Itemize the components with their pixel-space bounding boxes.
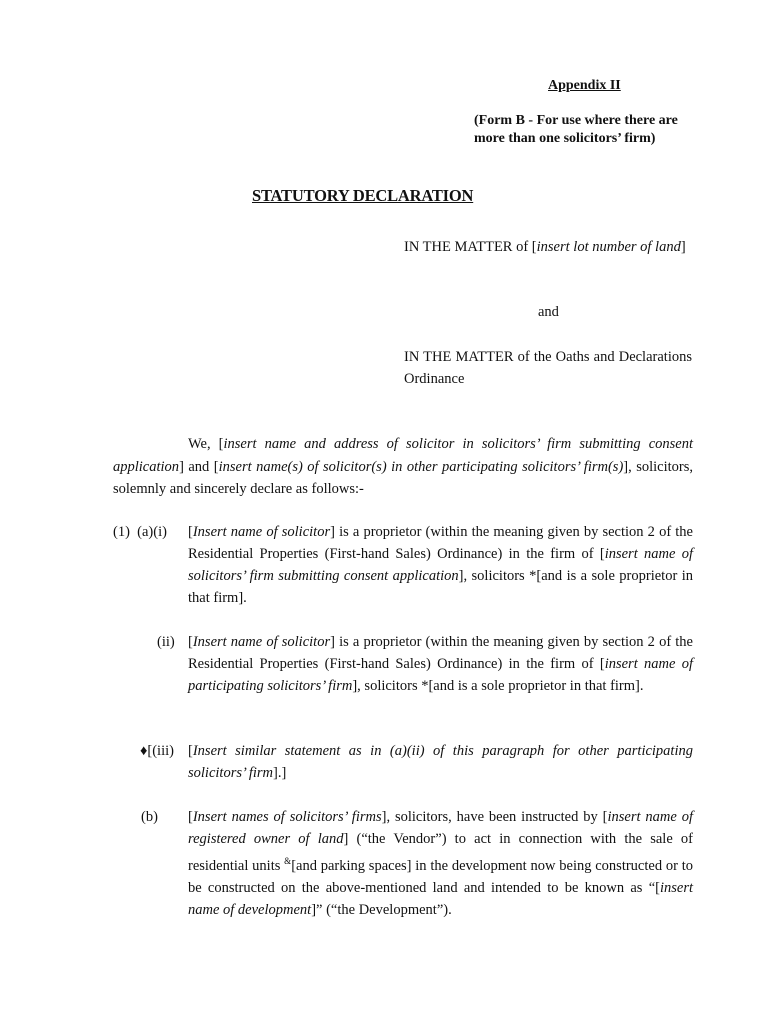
matter-ordinance: IN THE MATTER of the Oaths and Declarations Ordinance bbox=[404, 349, 692, 387]
para-text: ] (“the Vendor”) to act in connection with the sale of residential units bbox=[188, 831, 694, 874]
matter-suffix: ] bbox=[680, 239, 686, 255]
appendix-heading: Appendix II bbox=[548, 78, 621, 93]
intro-placeholder-1: insert name and address of solicitor in solicitors’ firm submitting consent application bbox=[113, 436, 693, 475]
matter-prefix: IN THE MATTER of [ bbox=[404, 239, 537, 255]
intro-text-1: We, [ bbox=[188, 436, 224, 452]
para-text: ], solicitors *[and is a sole proprietor in that firm]. bbox=[188, 568, 693, 606]
para-a-iii-number: ♦[(iii) bbox=[140, 743, 174, 759]
para-text: [and parking spaces] in the development now being constructed or to be constructed on the above-mentioned land and intended to be known as “[ bbox=[188, 857, 694, 896]
para-placeholder: Insert similar statement as in (a)(ii) of this paragraph for other participating solicitors’ firm bbox=[188, 743, 693, 781]
para-text: [ bbox=[188, 743, 193, 759]
and-connector: and bbox=[538, 304, 559, 320]
para-text: ], solicitors *[and is a sole proprietor in that firm]. bbox=[352, 678, 644, 694]
para-placeholder: Insert name of solicitor bbox=[192, 634, 331, 650]
para-text: [ bbox=[188, 634, 193, 650]
intro-text-3: ], solicitors, solemnly and sincerely declare as follows:- bbox=[113, 458, 693, 497]
para-text: ], solicitors, have been instructed by [ bbox=[381, 809, 608, 825]
para-placeholder: insert name of development bbox=[188, 879, 693, 918]
form-b-note bbox=[474, 112, 714, 148]
para-placeholder: Insert name of solicitor bbox=[192, 524, 331, 540]
lot-number-placeholder: insert lot number of land bbox=[536, 239, 681, 255]
para-a-iii bbox=[188, 740, 693, 784]
para-b-number: (b) bbox=[141, 809, 158, 825]
document-title: STATUTORY DECLARATION bbox=[252, 186, 474, 205]
intro-placeholder-2: insert name(s) of solicitor(s) in other participating solicitors’ firm(s) bbox=[218, 458, 624, 475]
intro-paragraph bbox=[113, 433, 693, 501]
para-placeholder: insert name of participating solicitors’ firm bbox=[188, 656, 694, 694]
para-1-a-i-number: (1) (a)(i) bbox=[113, 524, 167, 540]
para-text: [ bbox=[188, 524, 193, 540]
para-a-ii bbox=[188, 631, 693, 697]
para-text: ] is a proprietor (within the meaning given by section 2 of the Residential Properties (First-hand Sales) Ordinance) in the firm of [ bbox=[188, 634, 693, 672]
form-note-line-2: more than one solicitors’ firm) bbox=[474, 131, 656, 146]
matter-lot-number bbox=[404, 236, 692, 258]
intro-text-2: ] and [ bbox=[179, 458, 219, 475]
para-text: ]” (“the Development”). bbox=[311, 901, 452, 918]
para-text: ].] bbox=[273, 765, 287, 781]
para-placeholder: Insert names of solicitors’ firms bbox=[192, 809, 382, 825]
para-a-ii-number: (ii) bbox=[157, 634, 175, 650]
para-placeholder: insert name of registered owner of land bbox=[188, 809, 694, 847]
para-text: ] is a proprietor (within the meaning given by section 2 of the Residential Properties (First-hand Sales) Ordinance) in the firm of [ bbox=[188, 524, 693, 562]
para-text: [ bbox=[188, 809, 193, 825]
form-note-line-1: (Form B - For use where there are bbox=[474, 113, 678, 128]
para-1-a-i bbox=[188, 521, 693, 609]
ampersand-marker: & bbox=[284, 856, 292, 866]
para-b bbox=[188, 806, 693, 921]
para-placeholder: insert name of solicitors’ firm submitting consent application bbox=[188, 546, 694, 584]
